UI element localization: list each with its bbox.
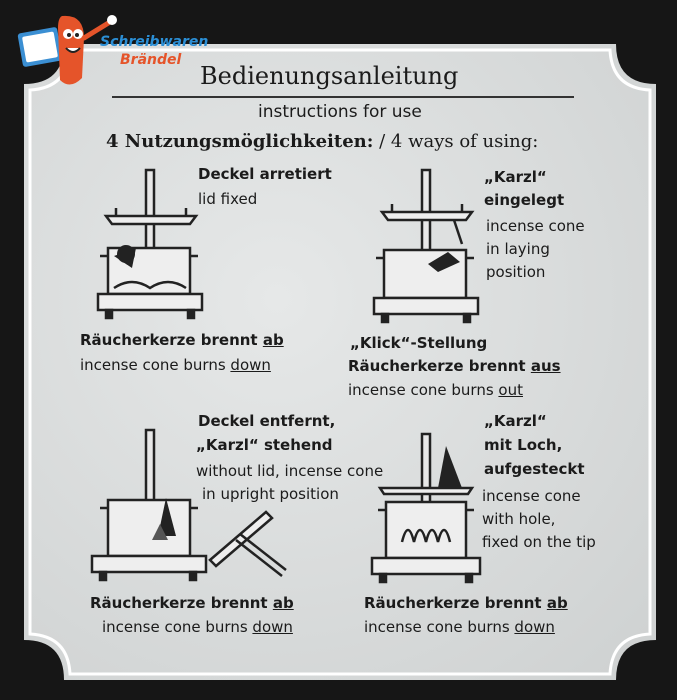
smoker-laying-cone-illustration: [368, 168, 488, 326]
p1-bottom-normal-text: incense cone burns: [80, 356, 231, 374]
p3-bottom-bold: [90, 594, 294, 612]
p2-top-normal-1: incense cone: [486, 217, 585, 235]
p4-bottom-bold: [364, 594, 568, 612]
p4-bottom-normal-text: incense cone burns: [364, 618, 515, 636]
p3-bottom-normal-underlined: down: [252, 618, 293, 636]
smoker-without-lid-illustration: [86, 428, 296, 588]
p2-bottom-bold-text: Räucherkerze brennt: [348, 357, 531, 375]
notebook-mascot-icon: [14, 8, 134, 94]
p3-bottom-normal-text: incense cone burns: [102, 618, 253, 636]
p2-bottom-normal-underlined: out: [498, 381, 523, 399]
p3-top-bold-1: Deckel entfernt,: [198, 412, 336, 430]
p4-bottom-bold-text: Räucherkerze brennt: [364, 594, 547, 612]
p3-top-normal-1: without lid, incense cone: [196, 462, 384, 480]
p4-top-normal-2: with hole,: [482, 510, 556, 528]
heading-normal: / 4 ways of using:: [373, 131, 539, 152]
brand-line-2: Brändel: [120, 52, 182, 68]
p2-bottom-bold-1: „Klick“-Stellung: [350, 334, 488, 352]
p2-bottom-normal-text: incense cone burns: [348, 381, 499, 399]
p4-top-normal-3: fixed on the tip: [482, 533, 596, 551]
p2-bottom-normal: [348, 381, 523, 399]
p3-top-bold-2: „Karzl“ stehend: [196, 436, 333, 454]
page-subtitle: instructions for use: [258, 102, 422, 122]
p4-top-bold-1: „Karzl“: [484, 412, 547, 430]
p4-bottom-bold-underlined: ab: [546, 594, 568, 612]
p1-bottom-bold-underlined: ab: [262, 331, 284, 349]
p2-top-bold-2: eingelegt: [484, 191, 565, 209]
p2-bottom-bold: [348, 357, 561, 375]
p1-top-bold: Deckel arretiert: [198, 165, 332, 183]
p2-top-normal-2: in laying: [486, 240, 550, 258]
p3-bottom-bold-underlined: ab: [272, 594, 294, 612]
p4-top-normal-1: incense cone: [482, 487, 581, 505]
p1-bottom-bold-text: Räucherkerze brennt: [80, 331, 263, 349]
p2-bottom-bold-underlined: aus: [530, 357, 561, 375]
p4-bottom-normal-underlined: down: [514, 618, 555, 636]
p2-top-bold-1: „Karzl“: [484, 168, 547, 186]
smoker-lid-fixed-illustration: [92, 168, 212, 322]
brand-logo: [14, 8, 209, 94]
p1-bottom-bold: [80, 331, 284, 349]
heading-bold: 4 Nutzungsmöglichkeiten:: [106, 131, 374, 152]
title-divider: [112, 96, 574, 98]
p4-top-bold-2: mit Loch,: [484, 436, 563, 454]
p3-bottom-bold-text: Räucherkerze brennt: [90, 594, 273, 612]
page-title: Bedienungsanleitung: [200, 62, 459, 90]
p2-top-normal-3: position: [486, 263, 546, 281]
p4-top-bold-3: aufgesteckt: [484, 460, 585, 478]
smoker-cone-on-tip-illustration: [368, 432, 488, 588]
p3-bottom-normal: [102, 618, 293, 636]
p1-top-normal: lid fixed: [198, 190, 258, 208]
section-heading: [106, 131, 538, 152]
p4-bottom-normal: [364, 618, 555, 636]
brand-line-1: Schreibwaren: [100, 34, 209, 50]
p1-bottom-normal-underlined: down: [230, 356, 271, 374]
p3-top-normal-2: in upright position: [202, 485, 339, 503]
p1-bottom-normal: [80, 356, 271, 374]
